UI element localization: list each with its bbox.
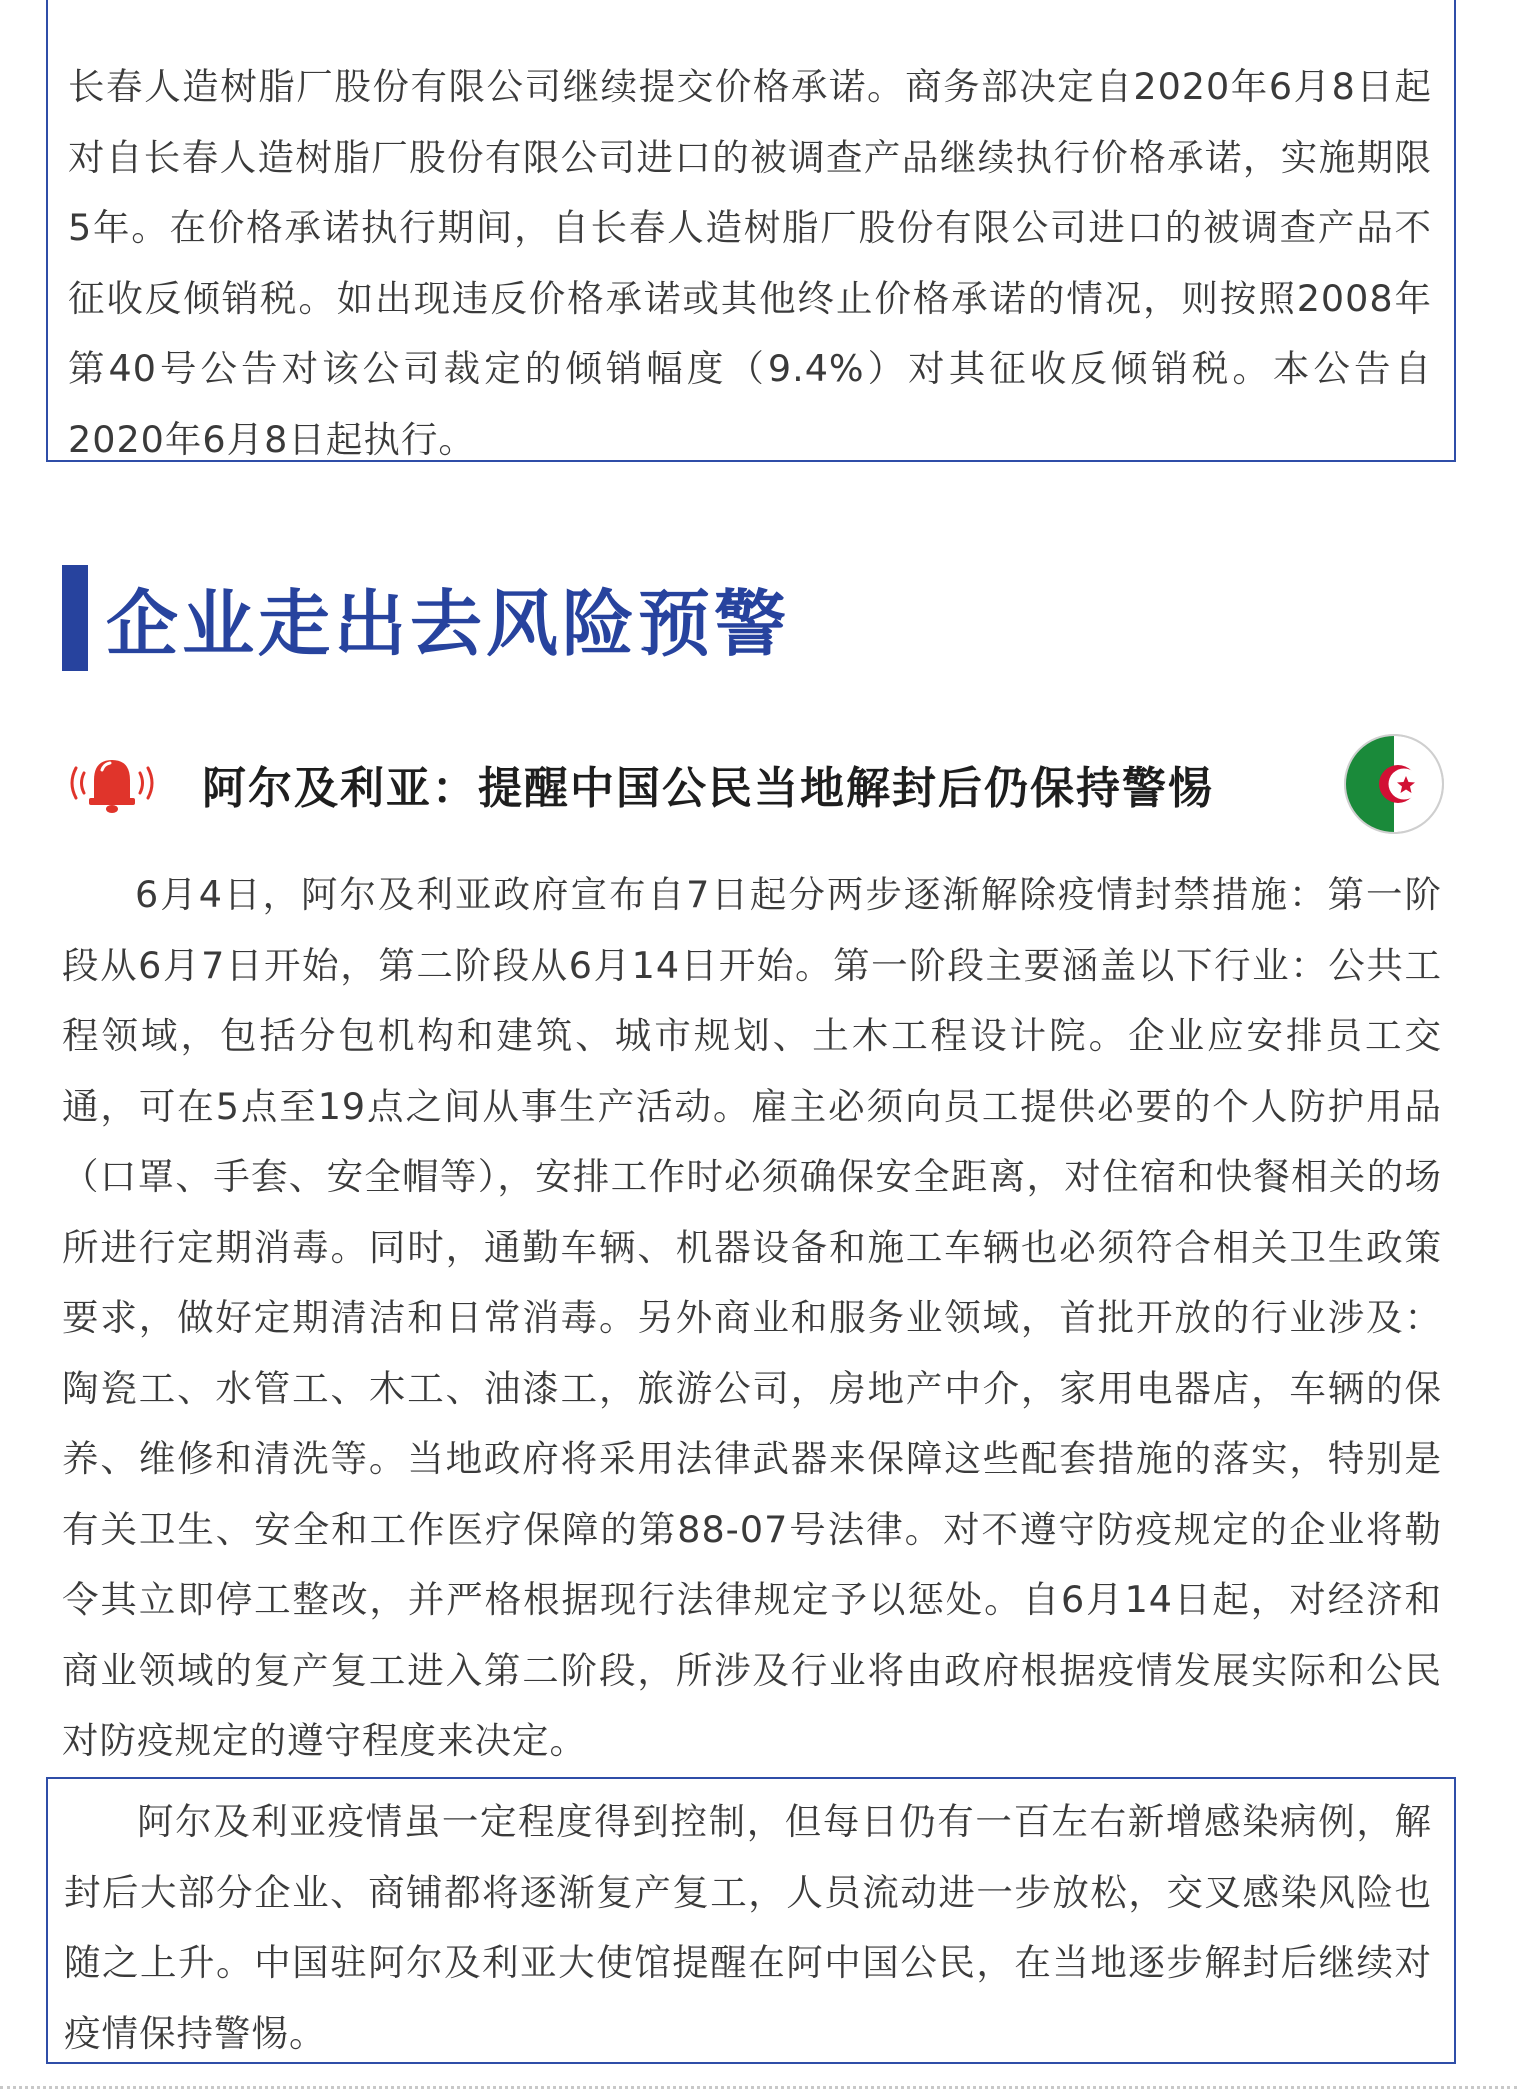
price-undertaking-paragraph: 长春人造树脂厂股份有限公司继续提交价格承诺。商务部决定自2020年6月8日起对自长春人造树脂厂股份有限公司进口的被调查产品继续执行价格承诺，实施期限5年。在价格承诺执行期间，自长春人造树脂厂股份有限公司进口的被调查产品不征收反倾销税。如出现违反价格承诺或其他终止价格承诺的情况，则按照2008年第40号公告对该公司裁定的倾销幅度（9.4%）对其征收反倾销税。本公告自2020年6月8日起执行。 xyxy=(68,65,1432,461)
embassy-reminder-box xyxy=(46,1777,1456,2064)
embassy-reminder-paragraph: 阿尔及利亚疫情虽一定程度得到控制，但每日仍有一百左右新增感染病例，解封后大部分企业、商铺都将逐渐复产复工，人员流动进一步放松，交叉感染风险也随之上升。中国驻阿尔及利亚大使馆提醒在阿中国公民，在当地逐步解封后继续对疫情保持警惕。 xyxy=(64,1800,1432,2055)
section-title: 企业走出去风险预警 xyxy=(106,582,791,666)
price-undertaking-box xyxy=(46,0,1456,462)
alarm-bell-icon xyxy=(62,750,162,816)
article-paragraph: 6月4日，阿尔及利亚政府宣布自7日起分两步逐渐解除疫情封禁措施：第一阶段从6月7日开始，第二阶段从6月14日开始。第一阶段主要涵盖以下行业：公共工程领域，包括分包机构和建筑、城市规划、土木工程设计院。企业应安排员工交通，可在5点至19点之间从事生产活动。雇主必须向员工提供必要的个人防护用品（口罩、手套、安全帽等），安排工作时必须确保安全距离，对住宿和快餐相关的场所进行定期消毒。同时，通勤车辆、机器设备和施工车辆也必须符合相关卫生政策要求，做好定期清洁和日常消毒。另外商业和服务业领域，首批开放的行业涉及：陶瓷工、水管工、木工、油漆工，旅游公司，房地产中介，家用电器店，车辆的保养、维修和清洗等。当地政府将采用法律武器来保障这些配套措施的落实，特别是有关卫生、安全和工作医疗保障的第88-07号法律。对不遵守防疫规定的企业将勒令其立即停工整改，并严格根据现行法律规定予以惩处。自6月14日起，对经济和商业领域的复产复工进入第二阶段，所涉及行业将由政府根据疫情发展实际和公民对防疫规定的遵守程度来决定。 xyxy=(62,873,1442,1762)
article-body xyxy=(62,860,1442,1777)
algeria-flag-icon xyxy=(1342,732,1446,836)
bottom-divider xyxy=(0,2086,1517,2089)
section-header xyxy=(62,565,790,671)
section-accent-bar xyxy=(62,565,88,671)
alert-header xyxy=(62,730,1456,840)
alert-title: 阿尔及利亚：提醒中国公民当地解封后仍保持警惕 xyxy=(202,763,1214,814)
